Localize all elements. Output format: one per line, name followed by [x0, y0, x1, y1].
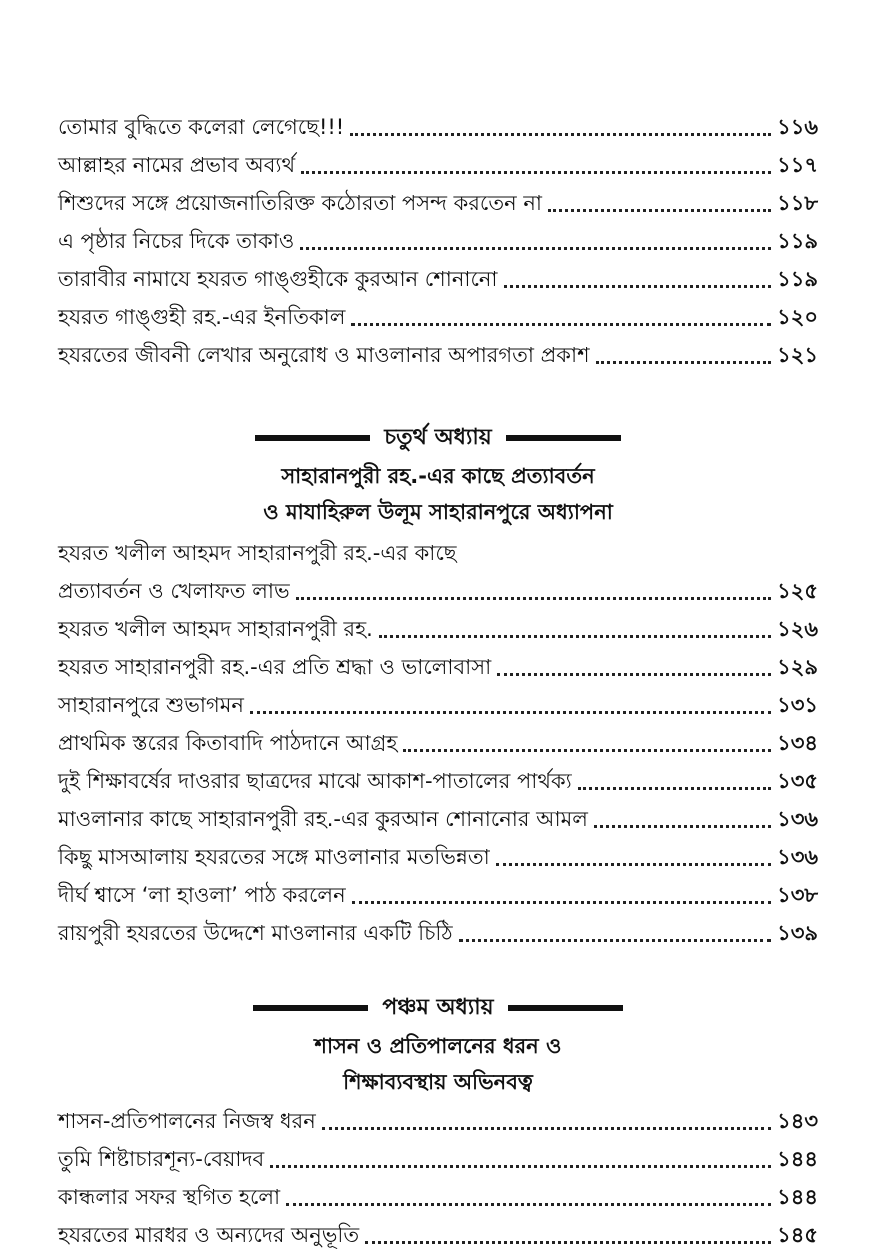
dot-leader — [250, 711, 771, 714]
toc-entry — [58, 762, 818, 800]
toc-section-1 — [58, 108, 818, 374]
toc-entry-title: তুমি শিষ্টাচারশূন্য-বেয়াদব — [58, 1147, 265, 1171]
dot-leader — [497, 673, 771, 676]
toc-entry-page-number: ১৪৪ — [777, 1185, 818, 1209]
toc-entry — [58, 838, 818, 876]
toc-entry-page-number: ১৪৫ — [777, 1223, 818, 1247]
toc-entry — [58, 914, 818, 952]
toc-entry — [58, 260, 818, 298]
toc-entry-page-number: ১৩৪ — [777, 731, 818, 755]
toc-entry-title: শাসন-প্রতিপালনের নিজস্ব ধরন — [58, 1109, 316, 1133]
dot-leader — [504, 285, 772, 288]
chapter-5-subtitle-line-1: শাসন ও প্রতিপালনের ধরন ও — [314, 1034, 562, 1058]
toc-entry — [58, 298, 818, 336]
toc-entry-page-number: ১৪৩ — [777, 1109, 818, 1133]
toc-entry-page-number: ১২৯ — [777, 655, 818, 679]
heading-rule-right — [506, 435, 621, 441]
toc-entry-page-number: ১৪৪ — [777, 1147, 818, 1171]
toc-entry-continued — [58, 534, 818, 572]
toc-entry — [58, 1140, 818, 1178]
toc-entry — [58, 724, 818, 762]
toc-entry-title: হযরত সাহারানপুরী রহ.-এর প্রতি শ্রদ্ধা ও ভালোবাসা — [58, 655, 492, 679]
dot-leader — [548, 209, 771, 212]
dot-leader — [286, 1203, 771, 1206]
toc-entry-title: হযরতের মারধর ও অন্যদের অনুভূতি — [58, 1223, 360, 1247]
dot-leader — [322, 1127, 771, 1130]
toc-entry-title: তোমার বুদ্ধিতে কলেরা লেগেছে!!! — [58, 115, 345, 139]
chapter-4-subtitle-line-1: সাহারানপুরী রহ.-এর কাছে প্রত্যাবর্তন — [281, 464, 595, 488]
dot-leader — [350, 133, 771, 136]
toc-entry-title: হযরত গাঙ্গুহী রহ.-এর ইনতিকাল — [58, 305, 346, 329]
chapter-5-title: পঞ্চম অধ্যায় — [382, 994, 494, 1020]
dot-leader — [596, 361, 772, 364]
dot-leader — [365, 1241, 771, 1244]
toc-entry — [58, 610, 818, 648]
toc-entry-title: দুই শিক্ষাবর্ষের দাওরার ছাত্রদের মাঝে আকাশ-পাতালের পার্থক্য — [58, 769, 572, 793]
chapter-5-subtitle-line-2: শিক্ষাব্যবস্থায় অভিনবত্ব — [343, 1070, 533, 1094]
toc-entry-page-number: ১৩৮ — [777, 883, 818, 907]
toc-entry — [58, 222, 818, 260]
toc-entry-title: দীর্ঘ শ্বাসে ‘লা হাওলা’ পাঠ করলেন — [58, 883, 346, 907]
toc-entry — [58, 1216, 818, 1254]
toc-entry-page-number: ১৩৬ — [777, 807, 818, 831]
toc-entry-page-number: ১১৯ — [777, 229, 818, 253]
dot-leader — [351, 323, 771, 326]
dot-leader — [301, 171, 771, 174]
toc-entry-page-number: ১৩১ — [777, 693, 818, 717]
dot-leader — [403, 749, 771, 752]
toc-entry-title: কান্ধলার সফর স্থগিত হলো — [58, 1185, 281, 1209]
toc-entry-title: শিশুদের সঙ্গে প্রয়োজনাতিরিক্ত কঠোরতা পসন্দ করতেন না — [58, 191, 542, 215]
toc-entry-page-number: ১২৫ — [777, 579, 818, 603]
toc-entry-page-number: ১৩৫ — [777, 769, 818, 793]
toc-entry-page-number: ১১৯ — [777, 267, 818, 291]
toc-entry-page-number: ১৩৯ — [777, 921, 818, 945]
toc-entry — [58, 336, 818, 374]
toc-entry-page-number: ১২০ — [777, 305, 818, 329]
toc-entry-title: হযরতের জীবনী লেখার অনুরোধ ও মাওলানার অপারগতা প্রকাশ — [58, 343, 590, 367]
dot-leader — [270, 1165, 771, 1168]
chapter-4-heading-block — [58, 418, 818, 530]
toc-entry — [58, 1102, 818, 1140]
chapter-4-title: চতুর্থ অধ্যায় — [384, 424, 492, 450]
toc-entry — [58, 686, 818, 724]
heading-rule-left — [253, 1005, 368, 1011]
toc-entry-page-number: ১১৮ — [777, 191, 818, 215]
toc-entry-title: রায়পুরী হযরতের উদ্দেশে মাওলানার একটি চিঠি — [58, 921, 453, 945]
toc-entry — [58, 648, 818, 686]
toc-entry-page-number: ১২৬ — [777, 617, 818, 641]
dot-leader — [296, 597, 771, 600]
toc-entry — [58, 184, 818, 222]
dot-leader — [496, 863, 771, 866]
toc-section-3 — [58, 1102, 818, 1254]
toc-entry-title: সাহারানপুরে শুভাগমন — [58, 693, 244, 717]
toc-entry-title: প্রত্যাবর্তন ও খেলাফত লাভ — [58, 579, 290, 603]
dot-leader — [459, 939, 771, 942]
toc-entry-page-number: ১১৬ — [777, 115, 818, 139]
toc-entry — [58, 108, 818, 146]
chapter-4-heading — [58, 418, 818, 458]
toc-entry-title: হযরত খলীল আহমদ সাহারানপুরী রহ.-এর কাছে — [58, 541, 457, 565]
heading-rule-left — [255, 435, 370, 441]
dot-leader — [300, 247, 771, 250]
toc-entry-title: হযরত খলীল আহমদ সাহারানপুরী রহ. — [58, 617, 373, 641]
chapter-5-heading-block — [58, 988, 818, 1100]
chapter-5-heading — [58, 988, 818, 1028]
heading-rule-right — [508, 1005, 623, 1011]
toc-entry-title: মাওলানার কাছে সাহারানপুরী রহ.-এর কুরআন শোনানোর আমল — [58, 807, 588, 831]
dot-leader — [379, 635, 771, 638]
toc-entry-title: আল্লাহর নামের প্রভাব অব্যর্থ — [58, 153, 296, 177]
dot-leader — [352, 901, 771, 904]
toc-entry-page-number: ১৩৬ — [777, 845, 818, 869]
dot-leader — [578, 787, 771, 790]
toc-section-2 — [58, 534, 818, 952]
toc-entry-title: এ পৃষ্ঠার নিচের দিকে তাকাও — [58, 229, 295, 253]
toc-entry — [58, 1178, 818, 1216]
toc-entry-page-number: ১২১ — [777, 343, 818, 367]
toc-entry — [58, 572, 818, 610]
toc-entry — [58, 876, 818, 914]
toc-entry-title: কিছু মাসআলায় হযরতের সঙ্গে মাওলানার মতভিন্নতা — [58, 845, 490, 869]
toc-entry-page-number: ১১৭ — [777, 153, 818, 177]
chapter-4-subtitle-line-2: ও মাযাহিরুল উলূম সাহারানপুরে অধ্যাপনা — [263, 500, 613, 524]
toc-entry-title: প্রাথমিক স্তরের কিতাবাদি পাঠদানে আগ্রহ — [58, 731, 398, 755]
toc-entry — [58, 146, 818, 184]
toc-entry-title: তারাবীর নামাযে হযরত গাঙ্গুহীকে কুরআন শোনানো — [58, 267, 498, 291]
toc-entry — [58, 800, 818, 838]
dot-leader — [594, 825, 771, 828]
